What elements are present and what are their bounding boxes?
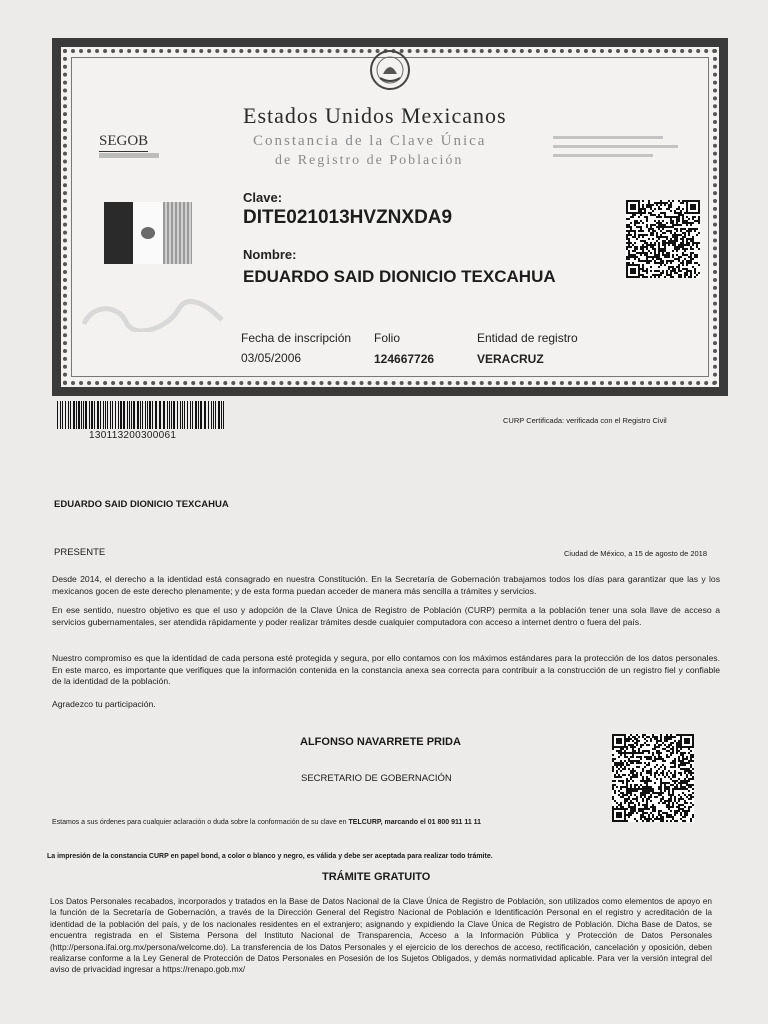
folio-label: Folio xyxy=(374,331,401,345)
flag-red-stripe xyxy=(163,202,192,264)
fecha-inscripcion-value: 03/05/2006 xyxy=(241,351,302,365)
letter-qr-code xyxy=(612,734,694,822)
flag-white-stripe xyxy=(133,202,162,264)
entidad-registro-value: VERACRUZ xyxy=(477,352,544,366)
soy-mexico-watermark xyxy=(78,298,228,340)
privacy-notice: Los Datos Personales recabados, incorporados y tratados en la Base de Datos Nacional de la Clave Única de Registro de Población, son utilizados como elementos de apoyo en la función de la Secretaría de Gobernación, a través de la Dirección General del Registro Nacional de Población e Identificación Personal en el registro y acreditación de la identidad de la población del país, y de los nacionales residentes en el extranjero; asignando y expidiendo la Clave Única de Registro de Población. Dicha Base de Datos, se encuentra registrada en el Sistema Persona del Instituto Nacional de Transparencia, Acceso a la Información Pública y Protección de Datos Personales (http://persona.ifai.org.mx/persona/welcome.do). La transferencia de los Datos Personales y el ejercicio de los derechos de acceso, rectificación, cancelación y oposición, deben realizarse conforme a la Ley General de Protección de Datos Personales en Posesión de los Sujetos Obligados, y demás normatividad aplicable. Para ver la versión integral del aviso de privacidad ingresar a https://renapo.gob.mx/ xyxy=(50,896,712,975)
letter-addressee: EDUARDO SAID DIONICIO TEXCAHUA xyxy=(54,499,229,510)
letter-presente: PRESENTE xyxy=(54,547,106,558)
letter-paragraph-2: En ese sentido, nuestro objetivo es que el uso y adopción de la Clave Única de Registro de Población (CURP) permita a la población tener una sola llave de acceso a servicios gubernamentales, ser atendida rápidamente y poder realizar trámites desde cualquier computadora con acceso a internet dentro o fuera del país. xyxy=(52,605,720,627)
tramite-gratuito-title: TRÁMITE GRATUITO xyxy=(322,871,431,883)
flag-green-stripe xyxy=(104,202,133,264)
certificate-qr-code xyxy=(626,200,700,278)
entidad-registro-label: Entidad de registro xyxy=(477,331,578,345)
contact-line xyxy=(52,819,481,826)
certificate-subtitle-line2: de Registro de Población xyxy=(275,153,464,168)
signer-name: ALFONSO NAVARRETE PRIDA xyxy=(300,736,461,748)
curp-certified-note: CURP Certificada: verificada con el Registro Civil xyxy=(503,416,667,425)
clave-value: DITE021013HVZNXDA9 xyxy=(243,207,453,228)
country-title: Estados Unidos Mexicanos xyxy=(243,103,507,128)
folio-value: 124667726 xyxy=(374,352,435,366)
national-emblem-icon xyxy=(368,48,412,92)
mexican-flag xyxy=(104,202,192,264)
soy-mexico-watermark-graphic xyxy=(78,298,228,332)
clave-label: Clave: xyxy=(243,190,283,205)
signer-title: SECRETARIO DE GOBERNACIÓN xyxy=(301,773,452,784)
contact-text: Estamos a sus órdenes para cualquier aclaración o duda sobre la conformación de su clave en xyxy=(52,819,347,826)
barcode-number: 130113200300061 xyxy=(89,430,177,441)
telcurp-phone: TELCURP, marcando el 01 800 911 11 11 xyxy=(348,819,482,826)
letter-thanks: Agradezco tu participación. xyxy=(52,699,156,709)
faded-header-text xyxy=(553,136,678,163)
flag-eagle-icon xyxy=(141,227,155,239)
certificate-subtitle-line1: Constancia de la Clave Única xyxy=(253,133,487,149)
segob-logo: SEGOB xyxy=(99,133,148,152)
nombre-label: Nombre: xyxy=(243,247,297,262)
nombre-value: EDUARDO SAID DIONICIO TEXCAHUA xyxy=(243,267,556,286)
barcode xyxy=(57,401,226,429)
fecha-inscripcion-label: Fecha de inscripción xyxy=(241,331,352,345)
print-validity-note: La impresión de la constancia CURP en papel bond, a color o blanco y negro, es válida y debe ser aceptada para realizar todo trámite. xyxy=(47,853,493,860)
segob-faint-line xyxy=(99,153,159,158)
letter-paragraph-3: Nuestro compromiso es que la identidad de cada persona esté protegida y segura, por ello contamos con los máximos estándares para la protección de los datos personales. En este marco, es importante que verifiques que la información contenida en la constancia anexa sea correcta para contribuir a la construcción de un registro fiel y confiable de la identidad de la población. xyxy=(52,653,720,687)
letter-paragraph-1: Desde 2014, el derecho a la identidad está consagrado en nuestra Constitución. En la Secretaría de Gobernación trabajamos todos los días para garantizar que las y los mexicanos gocen de este derecho plenamente; y de esta forma puedan acceder de manera más sencilla a trámites y servicios. xyxy=(52,574,720,596)
letter-place-date: Ciudad de México, a 15 de agosto de 2018 xyxy=(564,549,708,558)
